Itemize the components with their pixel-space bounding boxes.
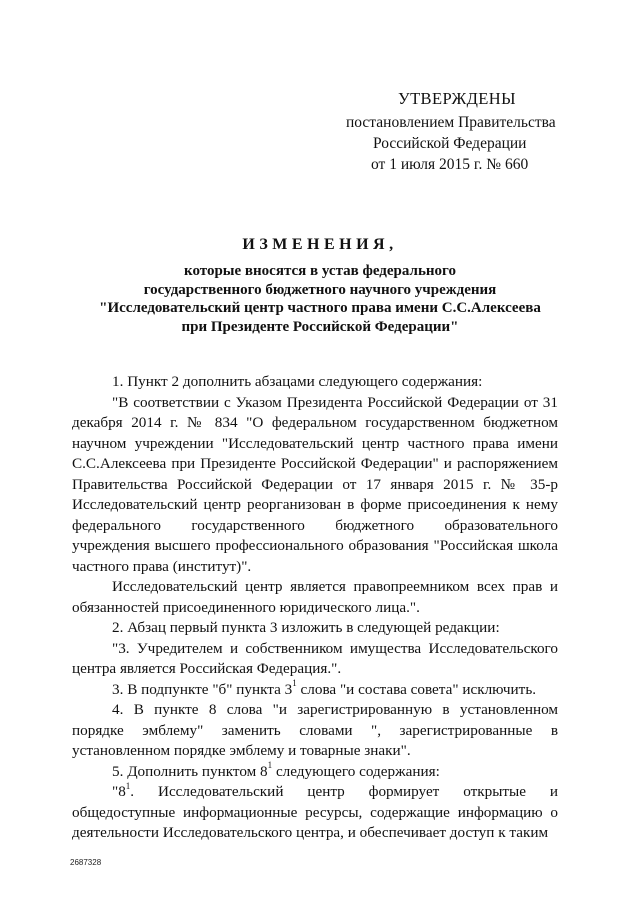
paragraph-2: [72, 393, 558, 578]
document-code: 2687328: [70, 858, 102, 867]
paragraph-2-text: "В соответствии с Указом Президента Российской Федерации от 31 декабря 2014 г. № 834 "О федеральном государственном бюджетном научном учреждении "Исследовательский центр частного права имени С.С.Алексеева при Президенте Российской Федерации" и распоряжением Правительства Российской Федерации от 17 января 2015 г. № 35-р Исследовательский центр реорганизован в форме присоединения к нему федерального государственного бюджетного образовательного учреждения высшего профессионального образования "Российская школа частного права (институт)".: [72, 393, 558, 575]
document-subtitle: [0, 262, 640, 336]
paragraph-7: [72, 700, 558, 762]
paragraph-9-text-b: . Исследовательский центр формирует открытые и общедоступные информационные ресурсы, содержащие информацию о деятельности Исследовательского центра, и обеспечивает доступ к таким: [72, 783, 558, 841]
paragraph-9: [72, 782, 558, 844]
paragraph-7-text: 4. В пункте 8 слова "и зарегистрированную в установленном порядке эмблему" заменить словами ", зарегистрированные в установленном порядке эмблему и товарные знаки".: [72, 701, 558, 759]
paragraph-5-text: "3. Учредителем и собственником имущества Исследовательского центра является Российская Федерация.".: [72, 639, 558, 677]
document-body: [72, 372, 558, 844]
paragraph-1-text: 1. Пункт 2 дополнить абзацами следующего содержания:: [112, 373, 483, 390]
approval-line-3: от 1 июля 2015 г. № 660: [371, 156, 529, 173]
paragraph-6: [72, 680, 558, 701]
paragraph-6-text-a: 3. В подпункте "б" пункта 3: [112, 680, 293, 698]
paragraph-9-text-a: "8: [112, 783, 126, 800]
paragraph-6-sup: 1: [292, 678, 297, 689]
subtitle-line-1: которые вносятся в устав федерального: [184, 263, 456, 279]
paragraph-5: [72, 639, 558, 680]
subtitle-line-2: государственного бюджетного научного учреждения: [143, 281, 497, 298]
paragraph-4: [72, 618, 558, 639]
paragraph-3: [72, 577, 558, 618]
paragraph-3-text: Исследовательский центр является правопреемником всех прав и обязанностей присоединенного юридического лица.".: [72, 578, 558, 616]
paragraph-8-text-a: 5. Дополнить пунктом 8: [112, 762, 268, 780]
approval-line-1: постановлением Правительства: [346, 114, 556, 131]
subtitle-line-3: "Исследовательский центр частного права имени С.С.Алексеева: [99, 300, 541, 316]
paragraph-8: [72, 762, 558, 783]
approval-line-2: Российской Федерации: [373, 135, 527, 152]
paragraph-1: [72, 372, 558, 393]
approval-heading: УТВЕРЖДЕНЫ: [398, 89, 516, 108]
paragraph-6-text-b: слова "и состава совета" исключить.: [296, 680, 537, 698]
paragraph-8-sup: 1: [267, 760, 273, 771]
document-title: ИЗМЕНЕНИЯ,: [242, 236, 398, 253]
paragraph-9-sup: 1: [125, 780, 131, 791]
paragraph-4-text: 2. Абзац первый пункта 3 изложить в следующей редакции:: [112, 619, 500, 636]
subtitle-line-4: при Президенте Российской Федерации": [181, 318, 459, 335]
paragraph-8-text-b: следующего содержания:: [272, 762, 440, 780]
